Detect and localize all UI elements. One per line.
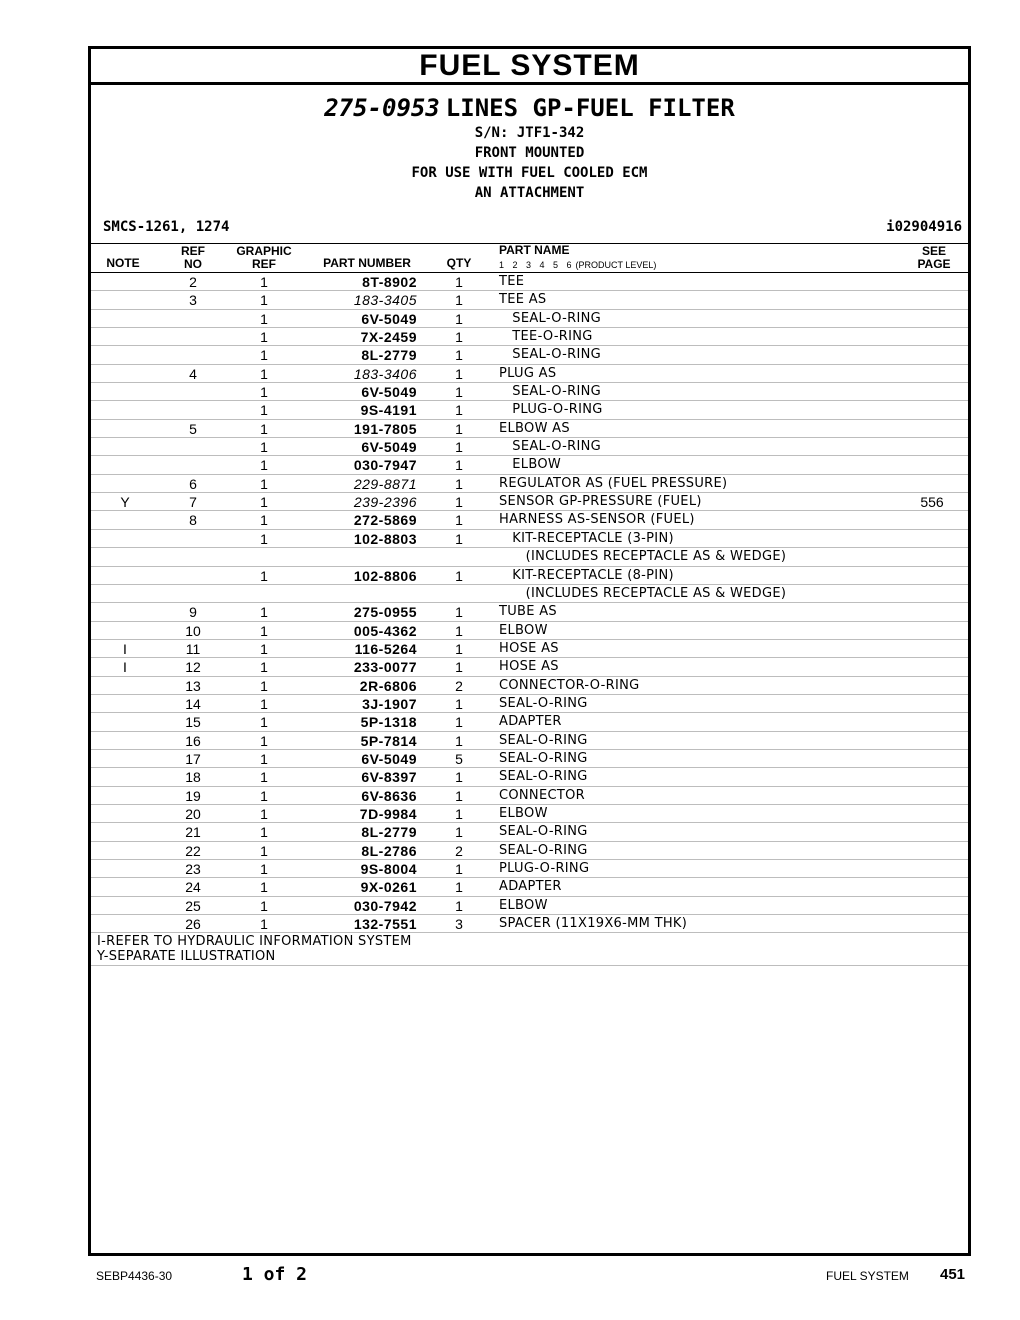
table-row	[91, 695, 968, 713]
qty-cell: 5	[455, 750, 463, 767]
graphic-ref-cell: 1	[260, 824, 268, 841]
part-number-cell: 030-7942	[353, 897, 417, 914]
qty-cell: 1	[455, 714, 463, 731]
part-number-cell: 5P-1318	[360, 714, 417, 731]
graphic-ref-cell: 1	[260, 916, 268, 933]
page-number: 451	[940, 1266, 966, 1283]
qty-cell: 1	[455, 769, 463, 786]
column-see-page	[912, 245, 956, 271]
part-name-cell: ELBOW	[499, 897, 548, 913]
part-number-cell: 272-5869	[353, 512, 417, 529]
part-name-cell: SEAL-O-RING	[499, 824, 588, 840]
ref-no-cell: 24	[185, 879, 201, 896]
footnotes	[91, 933, 968, 966]
column-graphic-label: GRAPHIC	[236, 244, 292, 258]
table-row	[91, 787, 968, 805]
part-name-cell: HOSE AS	[499, 659, 559, 675]
part-name-cell: KIT-RECEPTACLE (3-PIN)	[499, 530, 674, 546]
table-row	[91, 401, 968, 419]
qty-cell: 1	[455, 310, 463, 327]
qty-cell: 1	[455, 879, 463, 896]
qty-cell: 2	[455, 842, 463, 859]
ref-no-cell: 25	[185, 897, 201, 914]
table-row	[91, 328, 968, 346]
column-note: NOTE	[106, 256, 140, 270]
table-row	[91, 622, 968, 640]
qty-cell: 1	[455, 402, 463, 419]
table-row	[91, 346, 968, 364]
part-number-cell: 239-2396	[353, 494, 417, 511]
product-level-label: (PRODUCT LEVEL)	[575, 260, 657, 270]
ref-no-cell: 18	[185, 769, 201, 786]
qty-cell: 1	[455, 329, 463, 346]
ref-no-cell: 26	[185, 916, 201, 933]
graphic-ref-cell: 1	[260, 677, 268, 694]
table-row	[91, 273, 968, 291]
column-part-name: PART NAME	[499, 243, 570, 257]
part-name-cell: SEAL-O-RING	[499, 439, 601, 455]
qty-cell: 1	[455, 420, 463, 437]
ref-no-cell: 6	[189, 475, 197, 492]
part-number-cell: 030-7947	[353, 457, 417, 474]
qty-cell: 1	[455, 787, 463, 804]
graphic-ref-cell: 1	[260, 347, 268, 364]
graphic-ref-cell: 1	[260, 384, 268, 401]
graphic-ref-cell: 1	[260, 402, 268, 419]
ref-no-cell: 8	[189, 512, 197, 529]
graphic-ref-cell: 1	[260, 494, 268, 511]
ref-no-cell: 20	[185, 805, 201, 822]
graphic-ref-cell: 1	[260, 475, 268, 492]
column-qty: QTY	[446, 256, 472, 270]
graphic-ref-cell: 1	[260, 769, 268, 786]
qty-cell: 1	[455, 695, 463, 712]
part-name-cell: PLUG AS	[499, 365, 557, 381]
part-name-cell: SEAL-O-RING	[499, 842, 588, 858]
column-graphic-ref	[229, 245, 299, 271]
graphic-ref-cell: 1	[260, 714, 268, 731]
graphic-ref-cell: 1	[260, 310, 268, 327]
ref-no-cell: 2	[189, 274, 197, 290]
graphic-ref-cell: 1	[260, 787, 268, 804]
ref-no-cell: 15	[185, 714, 201, 731]
graphic-ref-cell: 1	[260, 659, 268, 676]
part-name-cell: TEE-O-RING	[499, 329, 593, 345]
part-number-cell: 2R-6806	[359, 677, 417, 694]
part-name-cell: SEAL-O-RING	[499, 695, 588, 711]
part-name-cell: SEAL-O-RING	[499, 310, 601, 326]
see-page-cell: 556	[920, 494, 944, 511]
part-name-cell: PLUG-O-RING	[499, 402, 603, 418]
footnote-y: Y-SEPARATE ILLUSTRATION	[97, 948, 276, 964]
part-number-cell: 6V-5049	[361, 310, 417, 327]
table-row	[91, 732, 968, 750]
qty-cell: 1	[455, 512, 463, 529]
part-name-cell: ELBOW	[499, 622, 548, 638]
table-row	[91, 677, 968, 695]
part-number-cell: 102-8803	[353, 530, 417, 547]
part-name-cell: CONNECTOR-O-RING	[499, 677, 640, 693]
table-row	[91, 805, 968, 823]
column-see-label: SEE	[921, 244, 946, 258]
ref-no-cell: 14	[185, 695, 201, 712]
smcs-code: SMCS-1261, 1274	[103, 219, 230, 235]
table-row	[91, 842, 968, 860]
graphic-ref-cell: 1	[260, 622, 268, 639]
table-row	[91, 768, 968, 786]
page-footer	[0, 1264, 1020, 1288]
illustration-id: i02904916	[886, 219, 962, 235]
ref-no-cell: 11	[185, 640, 201, 657]
table-row	[91, 878, 968, 896]
ref-no-cell: 19	[185, 787, 201, 804]
part-name-cell: (INCLUDES RECEPTACLE AS & WEDGE)	[499, 585, 787, 601]
qty-cell: 2	[455, 677, 463, 694]
qty-cell: 1	[455, 604, 463, 621]
qty-cell: 1	[455, 530, 463, 547]
qty-cell: 1	[455, 475, 463, 492]
qty-cell: 1	[455, 365, 463, 382]
graphic-ref-cell: 1	[260, 439, 268, 456]
part-name-cell: SENSOR GP-PRESSURE (FUEL)	[499, 494, 702, 510]
page-count: 1 of 2	[242, 1264, 308, 1285]
column-ref-label: REF	[181, 244, 205, 258]
qty-cell: 1	[455, 732, 463, 749]
part-number-cell: 6V-8397	[361, 769, 417, 786]
graphic-ref-cell: 1	[260, 604, 268, 621]
table-row	[91, 475, 968, 493]
ref-no-cell: 13	[185, 677, 201, 694]
ref-no-cell: 3	[189, 292, 197, 309]
graphic-ref-cell: 1	[260, 512, 268, 529]
qty-cell: 1	[455, 861, 463, 877]
part-name-cell: PLUG-O-RING	[499, 861, 590, 876]
part-number-cell: 5P-7814	[360, 732, 417, 749]
mounting-line: FRONT MOUNTED	[474, 145, 585, 161]
ref-no-cell: 22	[185, 842, 201, 859]
table-row	[91, 603, 968, 621]
ref-no-cell: 5	[189, 420, 197, 437]
ref-no-cell: 17	[185, 750, 201, 767]
qty-cell: 1	[455, 659, 463, 676]
part-name-cell: TEE AS	[499, 292, 547, 308]
qty-cell: 1	[455, 805, 463, 822]
part-number-cell: 3J-1907	[362, 695, 417, 712]
qty-cell: 1	[455, 567, 463, 584]
group-title	[91, 93, 968, 123]
graphic-ref-cell: 1	[260, 805, 268, 822]
qty-cell: 1	[455, 897, 463, 914]
qty-cell: 1	[455, 824, 463, 841]
ref-no-cell: 9	[189, 604, 197, 621]
graphic-ref-cell: 1	[260, 750, 268, 767]
part-name-cell: CONNECTOR	[499, 787, 585, 803]
part-number-cell: 005-4362	[353, 622, 417, 639]
serial-number-line: S/N: JTF1-342	[474, 125, 585, 141]
table-row	[91, 750, 968, 768]
part-name-cell: HOSE AS	[499, 640, 559, 656]
qty-cell: 1	[455, 347, 463, 364]
qty-cell: 1	[455, 640, 463, 657]
column-product-levels	[499, 259, 656, 272]
qty-cell: 3	[455, 916, 463, 933]
qty-cell: 1	[455, 439, 463, 456]
group-part-number: 275-0953	[324, 94, 440, 122]
note-cell: I	[123, 659, 127, 676]
graphic-ref-cell: 1	[260, 897, 268, 914]
qty-cell: 1	[455, 384, 463, 401]
graphic-ref-cell: 1	[260, 329, 268, 346]
part-number-cell: 6V-8636	[361, 787, 417, 804]
graphic-ref-cell: 1	[260, 567, 268, 584]
ref-no-cell: 4	[189, 365, 197, 382]
graphic-ref-cell: 1	[260, 842, 268, 859]
part-name-cell: HARNESS AS-SENSOR (FUEL)	[499, 512, 695, 528]
graphic-ref-cell: 1	[260, 861, 268, 877]
table-row	[91, 511, 968, 529]
part-number-cell: 191-7805	[353, 420, 417, 437]
document-id: SEBP4436-30	[96, 1269, 173, 1283]
graphic-ref-cell: 1	[260, 732, 268, 749]
part-name-cell: SEAL-O-RING	[499, 347, 601, 363]
qty-cell: 1	[455, 292, 463, 309]
graphic-ref-cell: 1	[260, 695, 268, 712]
part-name-cell: SEAL-O-RING	[499, 750, 588, 766]
part-name-cell: ADAPTER	[499, 879, 562, 895]
part-number-cell: 132-7551	[353, 916, 417, 933]
part-name-cell: ELBOW	[499, 457, 562, 473]
parts-table	[91, 273, 968, 933]
part-number-cell: 9S-4191	[360, 402, 417, 419]
section-title: FUEL SYSTEM	[91, 49, 968, 85]
part-name-cell: (INCLUDES RECEPTACLE AS & WEDGE)	[499, 549, 787, 565]
part-number-cell: 9S-8004	[360, 861, 417, 877]
graphic-ref-cell: 1	[260, 365, 268, 382]
table-row	[91, 383, 968, 401]
table-row	[91, 365, 968, 383]
graphic-ref-cell: 1	[260, 420, 268, 437]
part-number-cell: 116-5264	[354, 640, 417, 657]
column-ref-no	[171, 245, 215, 271]
product-level-numbers: 1 2 3 4 5 6	[499, 260, 572, 270]
part-name-cell: TEE	[499, 274, 525, 289]
part-name-cell: KIT-RECEPTACLE (8-PIN)	[499, 567, 674, 583]
table-row	[91, 713, 968, 731]
table-row	[91, 420, 968, 438]
attachment-line: AN ATTACHMENT	[474, 185, 585, 201]
table-row	[91, 567, 968, 585]
graphic-ref-cell: 1	[260, 879, 268, 896]
footer-section: FUEL SYSTEM	[826, 1269, 909, 1283]
part-name-cell: TUBE AS	[499, 604, 557, 620]
part-number-cell: 102-8806	[353, 567, 417, 584]
table-row	[91, 585, 968, 603]
ref-no-cell: 16	[185, 732, 201, 749]
table-row	[91, 823, 968, 841]
part-number-cell: 6V-5049	[361, 384, 417, 401]
column-headers	[91, 243, 968, 273]
qty-cell: 1	[455, 494, 463, 511]
ref-no-cell: 12	[185, 659, 201, 676]
table-row	[91, 658, 968, 676]
qty-cell: 1	[455, 274, 463, 290]
graphic-ref-cell: 1	[260, 530, 268, 547]
part-number-cell: 183-3405	[353, 292, 417, 309]
part-name-cell: SEAL-O-RING	[499, 769, 588, 785]
part-name-cell: SEAL-O-RING	[499, 732, 588, 748]
column-no-label: NO	[184, 257, 202, 271]
table-row	[91, 310, 968, 328]
note-cell: I	[123, 640, 127, 657]
part-number-cell: 8T-8902	[362, 274, 417, 290]
part-number-cell: 7X-2459	[360, 329, 417, 346]
part-name-cell: ELBOW	[499, 805, 548, 821]
table-row	[91, 456, 968, 474]
graphic-ref-cell: 1	[260, 640, 268, 657]
part-name-cell: REGULATOR AS (FUEL PRESSURE)	[499, 475, 728, 491]
column-graphic-ref-label: REF	[252, 257, 276, 271]
ref-no-cell: 7	[189, 494, 197, 511]
part-number-cell: 9X-0261	[360, 879, 417, 896]
part-number-cell: 8L-2786	[361, 842, 417, 859]
table-row	[91, 438, 968, 456]
graphic-ref-cell: 1	[260, 457, 268, 474]
part-number-cell: 6V-5049	[361, 439, 417, 456]
qty-cell: 1	[455, 457, 463, 474]
table-row	[91, 291, 968, 309]
table-row	[91, 897, 968, 915]
part-name-cell: ADAPTER	[499, 714, 562, 730]
table-row	[91, 915, 968, 933]
note-cell: Y	[120, 494, 130, 511]
table-row	[91, 530, 968, 548]
group-name: LINES GP-FUEL FILTER	[445, 94, 735, 122]
table-row	[91, 548, 968, 566]
column-page-label: PAGE	[917, 257, 951, 271]
part-number-cell: 183-3406	[353, 365, 417, 382]
part-name-cell: ELBOW AS	[499, 420, 570, 436]
part-number-cell: 233-0077	[353, 659, 417, 676]
part-number-cell: 275-0955	[353, 604, 417, 621]
part-name-cell: SPACER (11X19X6-MM THK)	[499, 916, 688, 932]
table-row	[91, 493, 968, 511]
table-row	[91, 860, 968, 878]
group-header	[91, 93, 968, 243]
part-number-cell: 6V-5049	[361, 750, 417, 767]
ref-no-cell: 23	[185, 861, 201, 877]
table-row	[91, 640, 968, 658]
ref-no-cell: 21	[185, 824, 201, 841]
ref-no-cell: 10	[185, 622, 201, 639]
page-frame	[88, 46, 971, 1256]
part-number-cell: 229-8871	[353, 475, 417, 492]
part-number-cell: 8L-2779	[361, 347, 417, 364]
graphic-ref-cell: 1	[260, 274, 268, 290]
usage-line: FOR USE WITH FUEL COOLED ECM	[411, 165, 648, 181]
part-name-cell: SEAL-O-RING	[499, 384, 601, 400]
footnote-i: I-REFER TO HYDRAULIC INFORMATION SYSTEM	[97, 934, 412, 950]
graphic-ref-cell: 1	[260, 292, 268, 309]
column-part-number: PART NUMBER	[323, 256, 411, 270]
part-number-cell: 7D-9984	[359, 805, 417, 822]
qty-cell: 1	[455, 622, 463, 639]
part-number-cell: 8L-2779	[361, 824, 417, 841]
